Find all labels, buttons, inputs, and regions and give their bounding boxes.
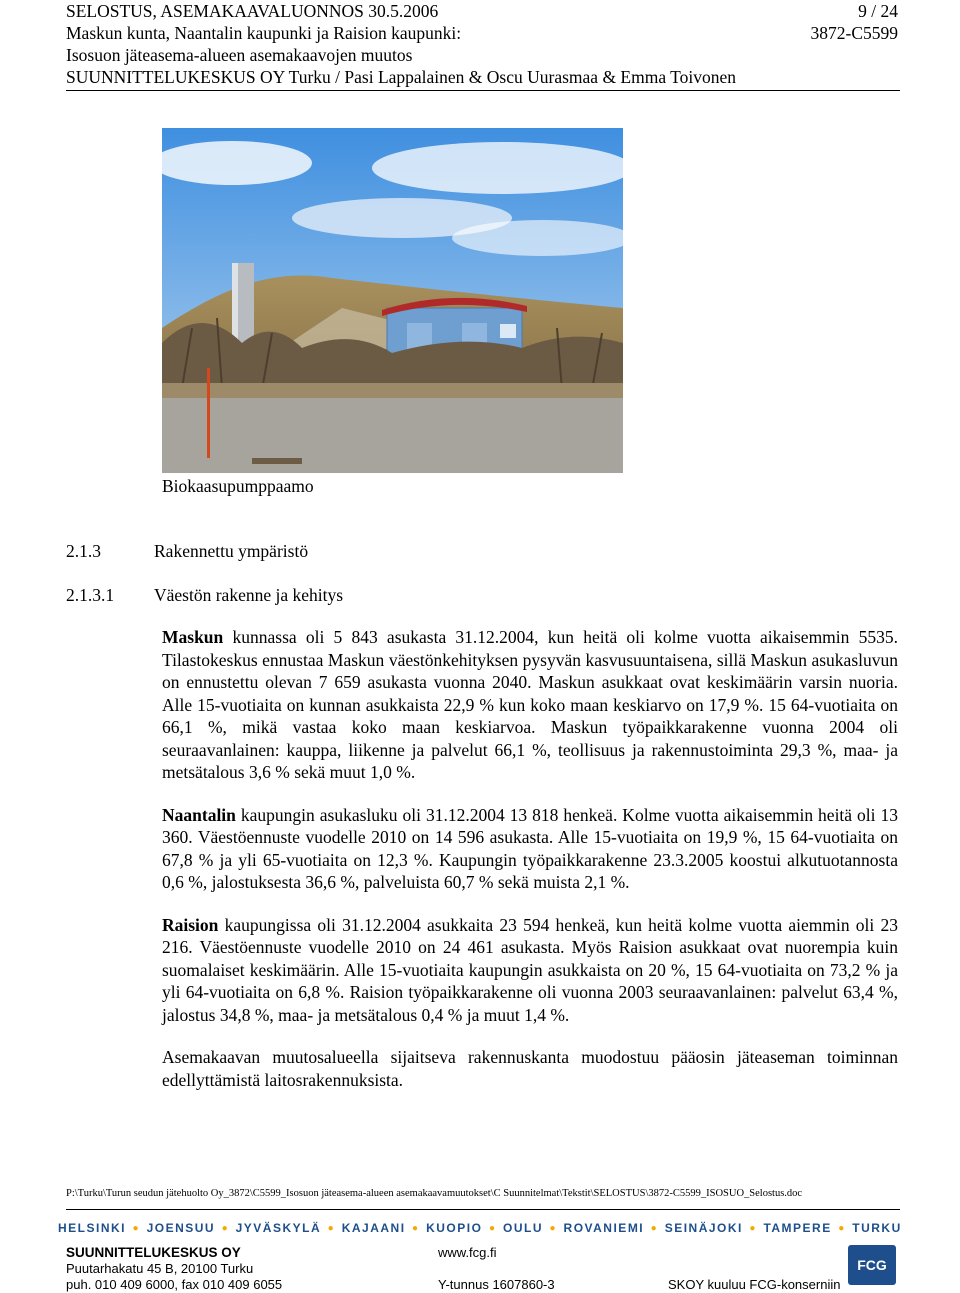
- separator-dot-icon: ●: [749, 1222, 757, 1234]
- municipality-name: Naantalin: [162, 804, 236, 825]
- city-label: JYVÄSKYLÄ: [235, 1221, 322, 1235]
- city-label: KAJAANI: [341, 1221, 406, 1235]
- paragraph-raisio: [162, 914, 898, 1027]
- author-line: SUUNNITTELUKESKUS OY Turku / Pasi Lappalainen & Oscu Uurasmaa & Emma Toivonen: [66, 67, 737, 87]
- paragraph-building-stock: Asemakaavan muutosalueella sijaitseva rakennuskanta muodostuu pääosin jäteaseman toiminnan edellyttämistä laitosrakennuksista.: [162, 1047, 898, 1090]
- footer-business-id: Y-tunnus 1607860-3: [438, 1277, 555, 1292]
- footer-phone: puh. 010 409 6000, fax 010 409 6055: [66, 1277, 283, 1292]
- client-line: Maskun kunta, Naantalin kaupunki ja Raision kaupunki:: [66, 23, 462, 43]
- file-path: P:\Turku\Turun seudun jätehuolto Oy_3872\C5599_Isosuon jäteasema-alueen asemakaavamuutokset\C Suunnitelmat\Tekstit\SELOSTUS\3872-C5599_ISOSUO_Selostus.doc: [66, 1188, 803, 1199]
- city-label: SEINÄJOKI: [664, 1221, 743, 1235]
- footer-company: SUUNNITTELUKESKUS OY: [66, 1245, 241, 1260]
- footer-address: Puutarhakatu 45 B, 20100 Turku: [66, 1261, 254, 1276]
- photo-caption: Biokaasupumppaamo: [162, 476, 314, 496]
- page-number: 9 / 24: [858, 1, 898, 21]
- project-name: Isosuon jäteasema-alueen asemakaavojen muutos: [66, 45, 413, 65]
- footer-website: www.fcg.fi: [438, 1245, 497, 1260]
- municipality-name: Maskun: [162, 627, 224, 647]
- paragraph-naantali: [162, 804, 898, 894]
- city-label: HELSINKI: [58, 1221, 127, 1235]
- fcg-logo: FCG: [848, 1245, 896, 1285]
- separator-dot-icon: ●: [488, 1222, 497, 1234]
- separator-dot-icon: ●: [412, 1222, 420, 1234]
- biogas-pumping-station-photo: [162, 128, 623, 473]
- separator-dot-icon: ●: [549, 1222, 558, 1234]
- separator-dot-icon: ●: [221, 1222, 230, 1234]
- separator-dot-icon: ●: [838, 1222, 846, 1234]
- document-title: SELOSTUS, ASEMAKAAVALUONNOS 30.5.2006: [66, 1, 439, 21]
- paragraph-text: kunnassa oli 5 843 asukasta 31.12.2004, kun heitä oli kolme vuotta aikaisemmin 5535. Tilastokeskus ennustaa Maskun väestönkehityksen pysyvän kasvusuuntaisena, sillä Maskun asukasluvun on ennustettu olevan 7 659 asukasta vuonna 2040. Maskun asukkaat ovat keskimäärin varsin nuoria. Alle 15-vuotiaita on kunnan asukkaista 22,9 % kun koko maan keskiarvo on 17,9 %. 15 64-vuotiaita on 66,1 %, mikä vastaa koko maan keskiarvoa. Maskun työpaikkarakenne vuonna 2004 oli seuraavanlainen: kauppa, liikenne ja palvelut 66,1 %, teollisuus ja rakennustoiminta 29,3 %, maa- ja metsätalous 3,6 % sekä muut 1,0 %.: [162, 627, 898, 782]
- section-number: 2.1.3: [66, 541, 101, 561]
- separator-dot-icon: ●: [327, 1222, 336, 1234]
- municipality-name: Raision: [162, 914, 219, 935]
- page-header: [66, 0, 898, 88]
- city-label: KUOPIO: [426, 1221, 483, 1235]
- header-divider: [66, 90, 900, 91]
- paragraph-text: kaupungin asukasluku oli 31.12.2004 13 818 henkeä. Kolme vuotta aikaisemmin heitä oli 13 360. Väestöennuste vuodelle 2010 on 14 596 asukasta. Alle 15-vuotiaita on 19,9 %, 15 64-vuotiaita on 67,8 % ja yli 65-vuotiaita on 12,3 %. Kaupungin työpaikkarakenne 23.3.2005 koostui alkutuotannosta 0,6 %, jalostuksesta 36,6 %, palveluista 60,7 % sekä muista 2,1 %.: [162, 804, 898, 892]
- section-title: Väestön rakenne ja kehitys: [154, 585, 344, 605]
- city-label: JOENSUU: [146, 1221, 216, 1235]
- project-code: 3872-C5599: [810, 23, 898, 43]
- paragraph-masku: [162, 626, 898, 784]
- section-heading-built-environment: [66, 541, 308, 562]
- city-label: ROVANIEMI: [563, 1221, 645, 1235]
- city-label: OULU: [502, 1221, 543, 1235]
- office-cities-bar: [58, 1218, 902, 1238]
- section-title: Rakennettu ympäristö: [154, 541, 309, 561]
- city-label: TAMPERE: [763, 1221, 832, 1235]
- separator-dot-icon: ●: [650, 1222, 659, 1234]
- footer-group-note: SKOY kuuluu FCG-konserniin: [668, 1277, 841, 1292]
- section-heading-population: [66, 585, 343, 606]
- paragraph-text: kaupungissa oli 31.12.2004 asukkaita 23 594 henkeä, kun heitä kolme vuotta aiemmin oli 23 216. Väestöennuste vuodelle 2010 on 24 461 asukasta. Myös Raision asukkaat ovat nuorempia kuin suomalaiset keskimäärin. Alle 15-vuotiaita kaupungin asukkaista on 20 %, 15 64-vuotiaita on 73,2 % ja yli 64-vuotiaita on 6,8 %. Raision työpaikkarakenne oli vuonna 2003 seuraavanlainen: palvelut 63,4 %, jalostus 34,8 %, maa- ja metsätalous 0,4 % ja muut 1,4 %.: [162, 914, 898, 1025]
- separator-dot-icon: ●: [132, 1222, 141, 1234]
- body-text: [162, 626, 898, 1111]
- footer-divider: [66, 1209, 900, 1210]
- city-label: TURKU: [852, 1221, 902, 1235]
- section-number: 2.1.3.1: [66, 585, 115, 605]
